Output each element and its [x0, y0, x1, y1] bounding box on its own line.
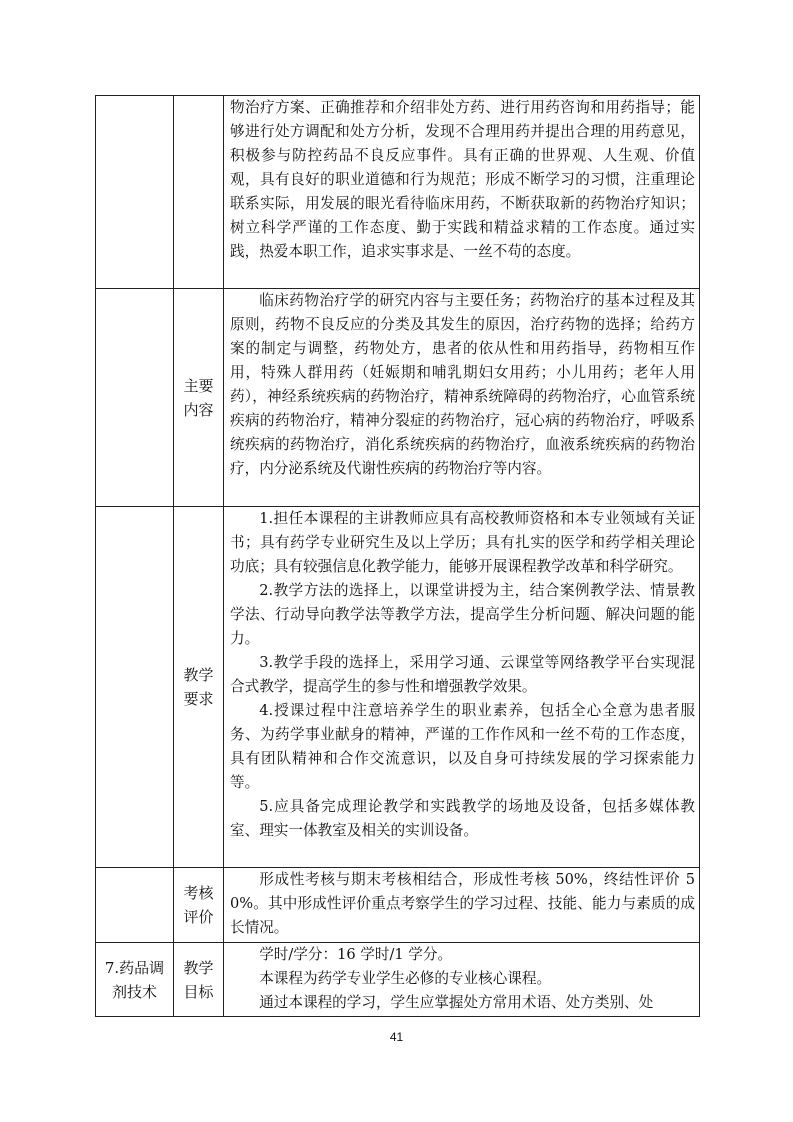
course-cell — [96, 868, 174, 943]
table-row — [96, 96, 700, 289]
table-row — [96, 943, 700, 1017]
course-cell — [96, 289, 174, 507]
assessment-text-cell — [224, 868, 700, 943]
requirement-item-5: 5.应具备完成理论教学和实践教学的场地及设备，包括多媒体教室、理实一体教室及相关的实训设备。 — [230, 798, 695, 839]
course7-objectives-cell — [224, 943, 700, 1017]
course-objective-text: 通过本课程的学习，学生应掌握处方常用术语、处方类别、处 — [259, 994, 654, 1011]
content-text-cell — [224, 289, 700, 507]
objectives-label: 教学 目标 — [174, 943, 224, 1017]
table-row — [96, 507, 700, 868]
curriculum-table — [95, 95, 700, 1017]
page-number: 41 — [389, 1030, 404, 1044]
label-cell — [174, 96, 224, 289]
content-text: 临床药物治疗学的研究内容与主要任务；药物治疗的基本过程及其原则，药物不良反应的分类及其发生的原因，治疗药物的选择；给药方案的制定与调整，药物处方，患者的依从性和用药指导，药物相互作用，特殊人群用药（妊娠期和哺乳期妇女用药；小儿用药；老年人用药），神经系统疾病的药物治疗，精神系统障碍的药物治疗，心血管系统疾病的药物治疗，精神分裂症的药物治疗，冠心病的药物治疗，呼吸系统疾病的药物治疗，消化系统疾病的药物治疗，血液系统疾病的药物治疗，内分泌系统及代谢性疾病的药物治疗等内容。 — [230, 292, 695, 477]
objectives-text: 物治疗方案、正确推荐和介绍非处方药、进行用药咨询和用药指导；能够进行处方调配和处方分析，发现不合理用药并提出合理的用药意见，积极参与防控药品不良反应事件。具有正确的世界观、人生观、价值观，具有良好的职业道德和行为规范；形成不断学习的习惯，注重理论联系实际，用发展的眼光看待临床用药，不断获取新的药物治疗知识；树立科学严谨的工作态度、勤于实践和精益求精的工作态度。通过实践，热爱本职工作，追求实事求是、一丝不苟的态度。 — [230, 99, 695, 260]
requirement-item-3: 3.教学手段的选择上，采用学习通、云课堂等网络教学平台实现混合式教学，提高学生的参与性和增强教学效果。 — [230, 654, 695, 695]
table-row — [96, 868, 700, 943]
hours-credits: 学时/学分：16 学时/1 学分。 — [259, 946, 453, 963]
table-row — [96, 289, 700, 507]
requirements-label: 教学 要求 — [174, 507, 224, 868]
assessment-label: 考核 评价 — [174, 868, 224, 943]
requirement-item-2: 2.教学方法的选择上，以课堂讲授为主，结合案例教学法、情景教学法、行动导向教学法等教学方法，提高学生分析问题、解决问题的能力。 — [230, 582, 695, 647]
requirements-text-cell — [224, 507, 700, 868]
requirement-item-4: 4.授课过程中注意培养学生的职业素养，包括全心全意为患者服务、为药学事业献身的精神，严谨的工作作风和一丝不苟的工作态度，具有团队精神和合作交流意识，以及自身可持续发展的学习探索能力等。 — [230, 702, 695, 791]
objectives-text-cell — [224, 96, 700, 289]
course-name-cell: 7.药品调 剂技术 — [96, 943, 174, 1017]
assessment-text: 形成性考核与期末考核相结合，形成性考核 50%，终结性评价 50%。其中形成性评价重点考察学生的学习过程、技能、能力与素质的成长情况。 — [230, 871, 695, 936]
requirement-item-1: 1.担任本课程的主讲教师应具有高校教师资格和本专业领域有关证书；具有药学专业研究生及以上学历；具有扎实的医学和药学相关理论功底；具有较强信息化教学能力，能够开展课程教学改革和科学研究。 — [230, 510, 695, 575]
course-cell — [96, 507, 174, 868]
course-cell — [96, 96, 174, 289]
content-label: 主要 内容 — [174, 289, 224, 507]
course-type: 本课程为药学专业学生必修的专业核心课程。 — [259, 970, 552, 987]
